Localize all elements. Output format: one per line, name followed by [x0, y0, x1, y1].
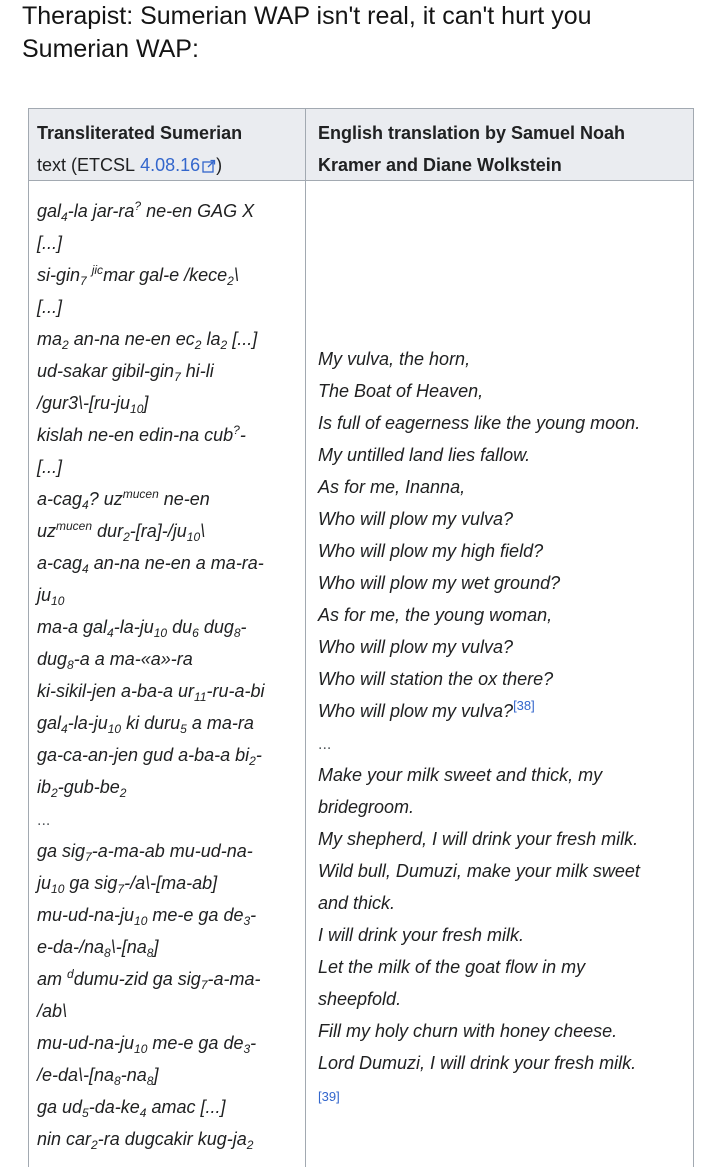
sumerian-line: am $^d$dumu-zid ga sig$_7$-a-ma-	[37, 967, 261, 992]
etcsl-link[interactable]: 4.08.16	[140, 155, 201, 175]
sumerian-line: dug$_8$-a a ma-«a»-ra	[37, 649, 193, 672]
sumerian-line: [...]	[37, 457, 63, 477]
sumerian-line: $ib_2-gub-be_2$	[37, 777, 127, 800]
sumerian-line: gal$_4$-la jar-ra? ne-en GAG X	[37, 199, 255, 224]
english-line: Wild bull, Dumuzi, make your milk sweet	[318, 861, 640, 881]
sumerian-line: ga $ud_5-da-ke_4$ amac [...]	[37, 1097, 226, 1120]
sumerian-line: kislah ne-en edin-na cub?-	[37, 423, 246, 445]
meme-caption	[22, 0, 712, 66]
sumerian-line: $ju_{10}$	[37, 585, 65, 608]
english-line: My shepherd, I will drink your fresh milk.	[318, 829, 639, 849]
english-line: I will drink your fresh milk.	[318, 925, 525, 945]
sumerian-line: nin car$_2$-ra dugcakir kug-$ja_2$	[37, 1129, 254, 1152]
caption-line-1: Therapist: Sumerian WAP isn't real, it can't hurt you	[22, 2, 592, 30]
sumerian-line: $e-da-/na_8\backslash-[na_8]$	[37, 937, 159, 960]
sumerian-line: a-cag$_4$ an-na ne-en a ma-ra-	[37, 553, 264, 576]
sumerian-line: a-cag$_4$? $uz^{mucen}$ ne-en	[37, 487, 210, 512]
reference-link-38[interactable]: [38]	[513, 698, 535, 713]
sumerian-line: ga sig$_7$-a-ma-ab mu-ud-na-	[37, 841, 253, 864]
english-line: Let the milk of the goat flow in my	[318, 957, 586, 977]
column-divider	[305, 109, 306, 1167]
english-line: My untilled land lies fallow.	[318, 445, 531, 465]
header-english: English translation by Samuel Noah Kramer and Diane Wolkstein	[318, 123, 626, 175]
sumerian-line: $/gur3\backslash-[ru-ju_{10}]$	[37, 393, 149, 416]
sumerian-line: si-gin$_7$ $^{jic}$mar gal-e /kece$_2$\	[37, 263, 239, 288]
english-line: and thick.	[318, 893, 396, 913]
table-header	[29, 109, 693, 181]
english-line: Who will plow my vulva?[38]	[318, 698, 535, 721]
sumerian-line: /ab\	[37, 1001, 68, 1021]
english-line: Lord Dumuzi, I will drink your fresh milk.	[318, 1053, 637, 1073]
sumerian-line: $/e-da\backslash-[na_8-na_8]$	[37, 1065, 159, 1088]
sumerian-line: ki-sikil-jen a-ba-a $ur_{11}-ru-a-bi$	[37, 681, 265, 704]
sumerian-line: [...]	[37, 297, 63, 317]
english-line: Who will plow my wet ground?	[318, 573, 561, 593]
sumerian-line: ma-a $gal_4-la-ju_{10}$ $du_6$ dug$_8$-	[37, 617, 247, 640]
sumerian-line: ud-sakar gibil-gin$_7$ hi-li	[37, 361, 214, 384]
english-line: Fill my holy churn with honey cheese.	[318, 1021, 618, 1041]
english-column	[318, 343, 690, 1111]
sumerian-line: $mu-ud-na-ju_{10}$ me-e ga $de_3-$	[37, 1033, 257, 1056]
sumerian-line: $uz^{mucen}$ $dur_2-[ra]-/ju_{10}\backslash$	[37, 519, 206, 544]
english-line: Who will plow my high field?	[318, 541, 544, 561]
sumerian-line: ga-ca-an-jen gud a-ba-a $bi_2-$	[37, 745, 262, 768]
reference-link-39[interactable]: [39]	[318, 1089, 340, 1104]
sumerian-line: [...]	[37, 233, 63, 253]
sumerian-line: $gal_4-la-ju_{10}$ ki duru$_5$ a ma-ra	[37, 713, 254, 736]
sumerian-line: $ju_{10}$ ga sig$_7$-/a\-[ma-ab]	[37, 873, 218, 896]
english-line: Who will plow my vulva?	[318, 509, 514, 529]
caption-line-2: Sumerian WAP:	[22, 35, 199, 63]
sumerian-line: $ma_2$ an-na ne-en $ec_2$ $la_2$ [...]	[37, 329, 258, 352]
english-line: Who will station the ox there?	[318, 669, 554, 689]
english-line: sheepfold.	[318, 989, 402, 1009]
english-line: My vulva, the horn,	[318, 349, 471, 369]
sumerian-line: $mu-ud-na-ju_{10}$ me-e ga $de_3-$	[37, 905, 257, 928]
header-transliterated: Transliterated Sumerian text (ETCSL 4.08.16 )	[37, 117, 299, 183]
translation-table	[28, 108, 694, 1167]
english-ellipsis: ...	[318, 736, 332, 753]
english-line: As for me, the young woman,	[318, 605, 553, 625]
english-line: As for me, Inanna,	[318, 477, 466, 497]
english-line: Make your milk sweet and thick, my	[318, 765, 603, 785]
sumerian-ellipsis: ...	[37, 812, 51, 829]
english-line: Who will plow my vulva?	[318, 637, 514, 657]
english-line: bridegroom.	[318, 797, 415, 817]
english-line: The Boat of Heaven,	[318, 381, 484, 401]
sumerian-column	[37, 195, 299, 1155]
english-line: Is full of eagerness like the young moon.	[318, 413, 641, 433]
external-link-icon	[202, 151, 216, 183]
